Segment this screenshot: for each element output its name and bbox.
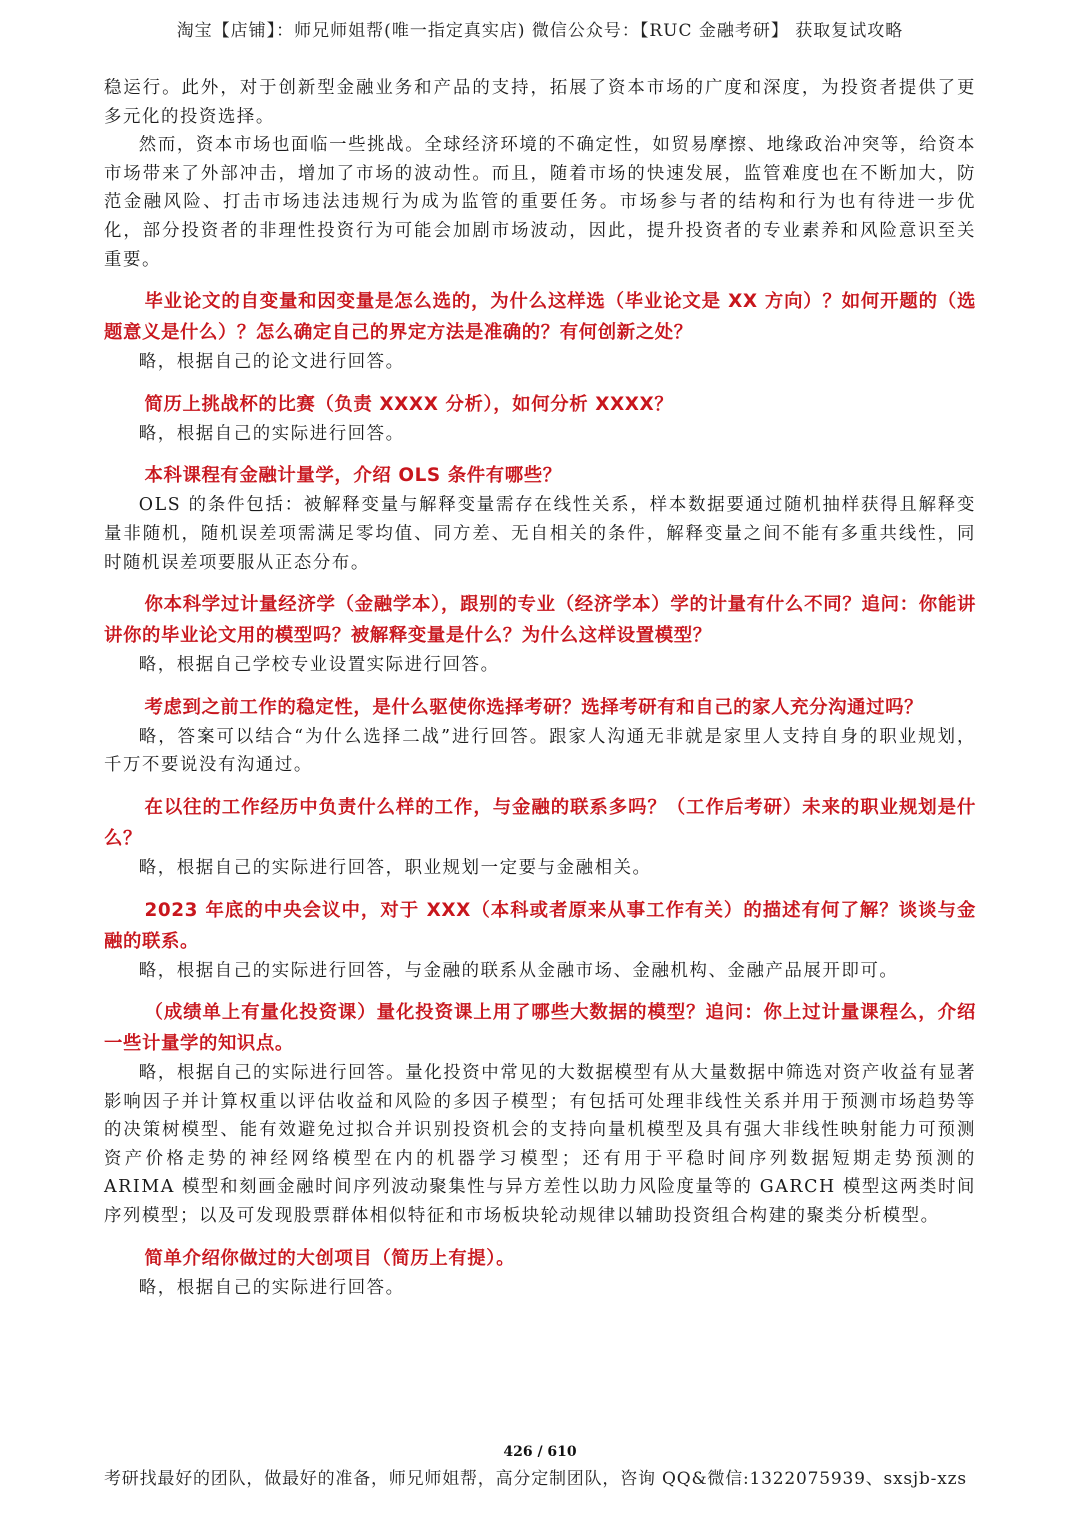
intro-paragraph-1: 稳运行。此外，对于创新型金融业务和产品的支持，拓展了资本市场的广度和深度，为投资者提供了更多元化的投资选择。 <box>104 78 976 127</box>
page-footer: 考研找最好的团队，做最好的准备，师兄师姐帮，高分定制团队，咨询 QQ&微信:1322075939、sxsjb-xzs <box>104 1469 967 1489</box>
question-heading: 你本科学过计量经济学（金融学本），跟别的专业（经济学本）学的计量有什么不同？追问：你能讲讲你的毕业论文用的模型吗？被解释变量是什么？为什么这样设置模型？ <box>104 594 976 647</box>
qa-item <box>104 589 976 680</box>
question-heading: 2023 年底的中央会议中，对于 XXX（本科或者原来从事工作有关）的描述有何了解？谈谈与金融的联系。 <box>104 899 976 952</box>
answer-text: 略，根据自己的实际进行回答。 <box>138 1277 405 1298</box>
answer-text: OLS 的条件包括：被解释变量与解释变量需存在线性关系，样本数据要通过随机抽样获得且解释变量非随机，随机误差项需满足零均值、同方差、无自相关的条件，解释变量之间不能有多重共线性，同时随机误差项要服从正态分布。 <box>104 495 976 573</box>
question-heading: 考虑到之前工作的稳定性，是什么驱使你选择考研？选择考研有和自己的家人充分沟通过吗？ <box>144 696 924 718</box>
answer-text: 略，根据自己的实际进行回答。 <box>138 423 405 444</box>
answer-text: 略，答案可以结合“为什么选择二战”进行回答。跟家人沟通无非就是家里人支持自身的职业规划，千万不要说没有沟通过。 <box>104 726 976 776</box>
qa-item <box>104 286 976 377</box>
question-heading: 简单介绍你做过的大创项目（简历上有提）。 <box>144 1247 516 1269</box>
question-heading: （成绩单上有量化投资课）量化投资课上用了哪些大数据的模型？追问：你上过计量课程么，介绍一些计量学的知识点。 <box>104 1002 976 1055</box>
answer-text: 略，根据自己学校专业设置实际进行回答。 <box>138 655 500 676</box>
page-number: 426 / 610 <box>503 1444 577 1460</box>
page-header: 淘宝【店铺】：师兄师姐帮(唯一指定真实店) 微信公众号：【RUC 金融考研】 获取复试攻略 <box>176 21 904 41</box>
answer-text: 略，根据自己的论文进行回答。 <box>138 352 405 373</box>
document-body <box>104 74 976 1302</box>
answer-text: 略，根据自己的实际进行回答。量化投资中常见的大数据模型有从大量数据中筛选对资产收益有显著影响因子并计算权重以评估收益和风险的多因子模型；有包括可处理非线性关系并用于预测市场趋势等的决策树模型、能有效避免过拟合并识别投资机会的支持向量机模型及具有强大非线性映射能力可预测资产价格走势的神经网络模型在内的机器学习模型；还有用于平稳时间序列数据短期走势预测的 ARIMA 模型和刻画金融时间序列波动聚集性与异方差性以助力风险度量等的 GARCH 模型这两类时间序列模型；以及可发现股票群体相似特征和市场板块轮动规律以辅助投资组合构建的聚类分析模型。 <box>104 1063 976 1227</box>
qa-item <box>104 1243 976 1303</box>
question-heading: 在以往的工作经历中负责什么样的工作，与金融的联系多吗？（工作后考研）未来的职业规划是什么？ <box>104 796 976 849</box>
answer-text: 略，根据自己的实际进行回答，与金融的联系从金融市场、金融机构、金融产品展开即可。 <box>138 960 899 981</box>
qa-item <box>104 792 976 883</box>
qa-item <box>104 460 976 577</box>
qa-item <box>104 692 976 780</box>
question-heading: 毕业论文的自变量和因变量是怎么选的，为什么这样选（毕业论文是 XX 方向）？如何开题的（选题意义是什么）？怎么确定自己的界定方法是准确的？有何创新之处？ <box>104 291 976 344</box>
answer-text: 略，根据自己的实际进行回答，职业规划一定要与金融相关。 <box>138 857 652 878</box>
qa-item <box>104 997 976 1231</box>
qa-item <box>104 389 976 449</box>
qa-item <box>104 895 976 986</box>
question-heading: 本科课程有金融计量学，介绍 OLS 条件有哪些？ <box>144 465 562 487</box>
intro-paragraph-2: 然而，资本市场也面临一些挑战。全球经济环境的不确定性，如贸易摩擦、地缘政治冲突等，给资本市场带来了外部冲击，增加了市场的波动性。而且，随着市场的快速发展，监管难度也在不断加大，防范金融风险、打击市场违法违规行为成为监管的重要任务。市场参与者的结构和行为也有待进一步优化，部分投资者的非理性投资行为可能会加剧市场波动，因此，提升投资者的专业素养和风险意识至关重要。 <box>104 135 976 270</box>
question-heading: 简历上挑战杯的比赛（负责 XXXX 分析），如何分析 XXXX？ <box>144 393 674 415</box>
